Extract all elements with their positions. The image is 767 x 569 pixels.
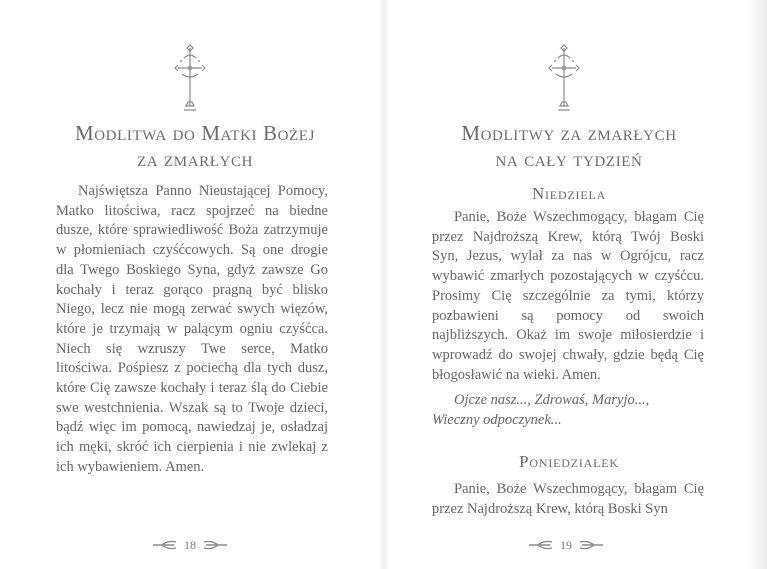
page-number bbox=[506, 534, 626, 556]
title-line-1: Modlitwy za zmarłych bbox=[461, 121, 677, 145]
folio-ornament-left-icon bbox=[152, 539, 180, 551]
title-line-1: Modlitwa do Matki Bożej bbox=[74, 121, 316, 145]
refrain-line-1: Ojcze nasz..., Zdrowaś, Maryjo..., bbox=[454, 392, 650, 408]
folio-ornament-right-icon bbox=[576, 539, 604, 551]
left-page bbox=[0, 0, 383, 569]
right-page bbox=[384, 0, 767, 569]
section-heading-sunday: Niedziela bbox=[531, 184, 607, 203]
section-heading-monday: Poniedziałek bbox=[519, 452, 619, 471]
page-number-text: 18 bbox=[184, 537, 196, 552]
title-line-2: za zmarłych bbox=[136, 147, 253, 171]
prayer-text: Najświętsza Panno Nieustającej Pomocy, Matko litościwa, racz spojrzeć na biedne dusze, które sprawiedliwość Boża zatrzymuje w płomieniach czyśćcowych. Są one drogie dla Twego Boskiego Syna, gdyż zawsze Go kochały i teraz gorąco pragną być blisko Niego, lecz nie mogą zerwać swych więzów, które je trzymają w palącym ogniu czyśćca. Niech się wzruszy Twe serce, Matko litościwa. Pośpiesz z pociechą dla tych dusz, które Cię zawsze kochały i teraz ślą do Ciebie swe westchnienia. Wszak są to Twoje dzieci, bądź więc im pomocą, nawiedzaj je, osładzaj ich męki, skróć ich cierpienia i nie zwlekaj z ich wybawieniem. Amen. bbox=[56, 183, 328, 475]
prayer-refrain bbox=[432, 391, 704, 430]
folio-ornament-left-icon bbox=[528, 539, 556, 551]
page-title bbox=[40, 120, 350, 172]
page-number bbox=[130, 534, 250, 556]
page-title bbox=[404, 120, 734, 172]
ornate-cross-icon bbox=[170, 44, 210, 114]
refrain-line-2: Wieczny odpoczynek... bbox=[432, 411, 562, 428]
ornate-cross-icon bbox=[544, 44, 584, 114]
page-number-text: 19 bbox=[560, 537, 572, 552]
title-line-2: na cały tydzień bbox=[495, 147, 643, 171]
prayer-text-sunday: Panie, Boże Wszechmogący, błagam Cię przez Najdroższą Krew, którą Twój Boski Syn, Jezus, wylał za nas w Ogrójcu, racz wybawić zmarłych pozostających w czyśćcu. Prosimy Cię szczególnie za tymi, którzy pozbawieni są pomocy od swoich najbliższych. Okaż im swoje miłosierdzie i wprowadź do swojej chwały, gdzie będą Cię błogosławić na wieki. Amen. bbox=[432, 209, 704, 383]
prayer-text-monday: Panie, Boże Wszechmogący, błagam Cię przez Najdroższą Krew, którą Boski Syn bbox=[432, 481, 704, 517]
folio-ornament-right-icon bbox=[200, 539, 228, 551]
